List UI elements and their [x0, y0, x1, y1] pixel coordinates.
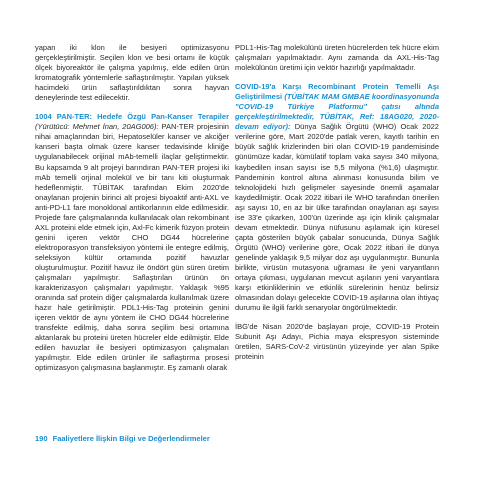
page-footer — [35, 434, 210, 443]
page-number: 190 — [35, 434, 48, 443]
paragraph-ibg-project: İBG'de Nisan 2020'de başlayan proje, COVID-19 Protein Subunit Aşı Adayı, Pichia maya ekspresyon sisteminde üretilen, SARS-CoV-2 virüsünün yüzeyinde yer alan Spike proteinin — [235, 322, 439, 362]
paragraph-intro: yapan iki klon ile besiyeri optimizasyonu gerçekleştirilmiştir. Seçilen klon ve besi ortamı ile küçük ölçek biyoreaktör ile çalışma yapılmış, elde edilen ürün kromatografik yöntemlerle saflaştırılmıştır. Yapılan yüksek hacimdeki ürün saflaştırıldıktan sonra hayvan deneylerinde test edilecektir. — [35, 43, 229, 103]
project-lead-covid-vaccine: (TÜBİTAK MAM GMBAE koordinasyonunda "COVID-19 Türkiye Platformu" çatısı altında gerçekleştirilmektedir, TÜBİTAK, Ref: 18AG020, 2020-devam ediyor): — [235, 92, 439, 132]
right-column — [235, 43, 439, 362]
paragraph-covid-vaccine — [235, 82, 439, 313]
paragraph-continuation: PDL1-His-Tag molekülünü üreten hücrelerden tek hücre ekim çalışmaları yapılmaktadır. Aynı zamanda da AXL-His-Tag molekülünün üretimi için vektör hazırlığı yapılmaktadır. — [235, 43, 439, 73]
paragraph-covid-vaccine-body: Dünya Sağlık Örgütü (WHO) Ocak 2022 verilerine göre, Mart 2020'de patlak veren, kayıtlı tarihin en büyük sağlık krizlerinden biri olan COVID-19 pandemisinde günümüze kadar, kümülatif toplam vaka sayısı 340 milyona, kaybedilen insan sayısı ise 5,5 milyona (%1,6) ulaşmıştır. Pandeminin kontrol altına alınması konusunda bilim ve teknolojideki hızlı gelişmeler sayesinde önemli aşamalar kaydedilmiştir. Ocak 2022 itibari ile WHO tarafından önerilen aşı sayısı 10, en az bir ülke tarafından onaylanan aşı sayısı ise 33'e çıkarken, 100'ün üzerinde aşı için klinik çalışmalar devam etmektedir. Dünya nüfusunu aşılamak için küresel çapta gösterilen büyük çabalar sonucunda, Dünya Sağlık Örgütü (WHO) verilerine göre, Ocak 2022 itibari ile dünya genelinde yaklaşık 9,5 milyar doz aşı uygulanmıştır. Bununla birlikte, virüsün mutasyona uğraması ile yeni varyantların ortaya çıkması, uygulanan mevcut aşıların yeni varyantlara karşı etkinliklerinin ve etkinlik sürelerinin henüz belirsiz olmasından dolayı gelecekte COVID-19 aşılarına olan ihtiyaç durumu ile ilgili farklı senaryolar öngörülmektedir. — [235, 122, 439, 313]
section-heading-covid-vaccine: COVID-19'a Karşı Recombinant Protein Temelli Aşı Geliştirilmesi — [235, 82, 439, 102]
left-column — [35, 43, 229, 374]
paragraph-pan-ter-body: PAN-TER projesinin nihai amaçlarından biri, Hepatoselüler kanser ve akciğer kanseri başta olmak üzere kanser tedavisinde kliniğe uygulanabilecek orijinal mAb-temelli ilaçlar geliştirmektir. Bu kapsamda 9 alt projeyi barındıran PAN-TER projesi iki mAb temelli orjinal molekül ve bir tanı kiti oluşturmak hedeflenmiştir. TÜBİTAK tarafından Ekim 2020'de onaylanan projenin birinci alt projesi biyoaktif anti-AXL ve anti-PD-L1 fare monoklonal antikorlarının elde edilmesidir. Projede fare çalışmalarında kullanılacak olan rekombinant AXL proteini elde etmek için, Axl-Fc kimerik füzyon protein genini içeren vektör CHO DG44 hücrelerine elektroporasyon transfeksiyon yöntemi ile entegre edilmiş, seleksiyon kültür ortamında pozitif havuzlar oluşturulmuştur. Pozitif havuz ile öndört gün süren üretim çalışmaları yapılmıştır. Saflaştırılan ürünün ön karakterizasyon çalışmaları yapılmıştır. Yaklaşık %95 oranında saf protein diğer çalışmalarda kullanılmak üzere hazır hale getirilmiştir. PDL1-His-Tag proteinin genini içeren vektör de aynı yöntem ile CHO DG44 hücrelerine transfekte edilmiş, daha sonra seçilim besi ortamına aktarılarak bu proteini üreten hücreler elde edilmiştir. Elde edilen havuzlar ile besiyeri optimizasyon çalışmaları yapılmıştır. Elde edilen ürünler ile saflaştırma prosesi optimizasyon çalışmasına başlanmıştır. Eş zamanlı olarak — [35, 122, 229, 373]
section-heading-pan-ter: 1004 PAN-TER: Hedefe Özgü Pan-Kanser Terapiler — [35, 112, 229, 122]
paragraph-pan-ter — [35, 112, 229, 373]
footer-title: Faaliyetlere İlişkin Bilgi ve Değerlendirmeler — [52, 434, 210, 443]
project-lead-pan-ter: (Yürütücü: Mehmet İnan, 20AG006): — [35, 122, 159, 132]
